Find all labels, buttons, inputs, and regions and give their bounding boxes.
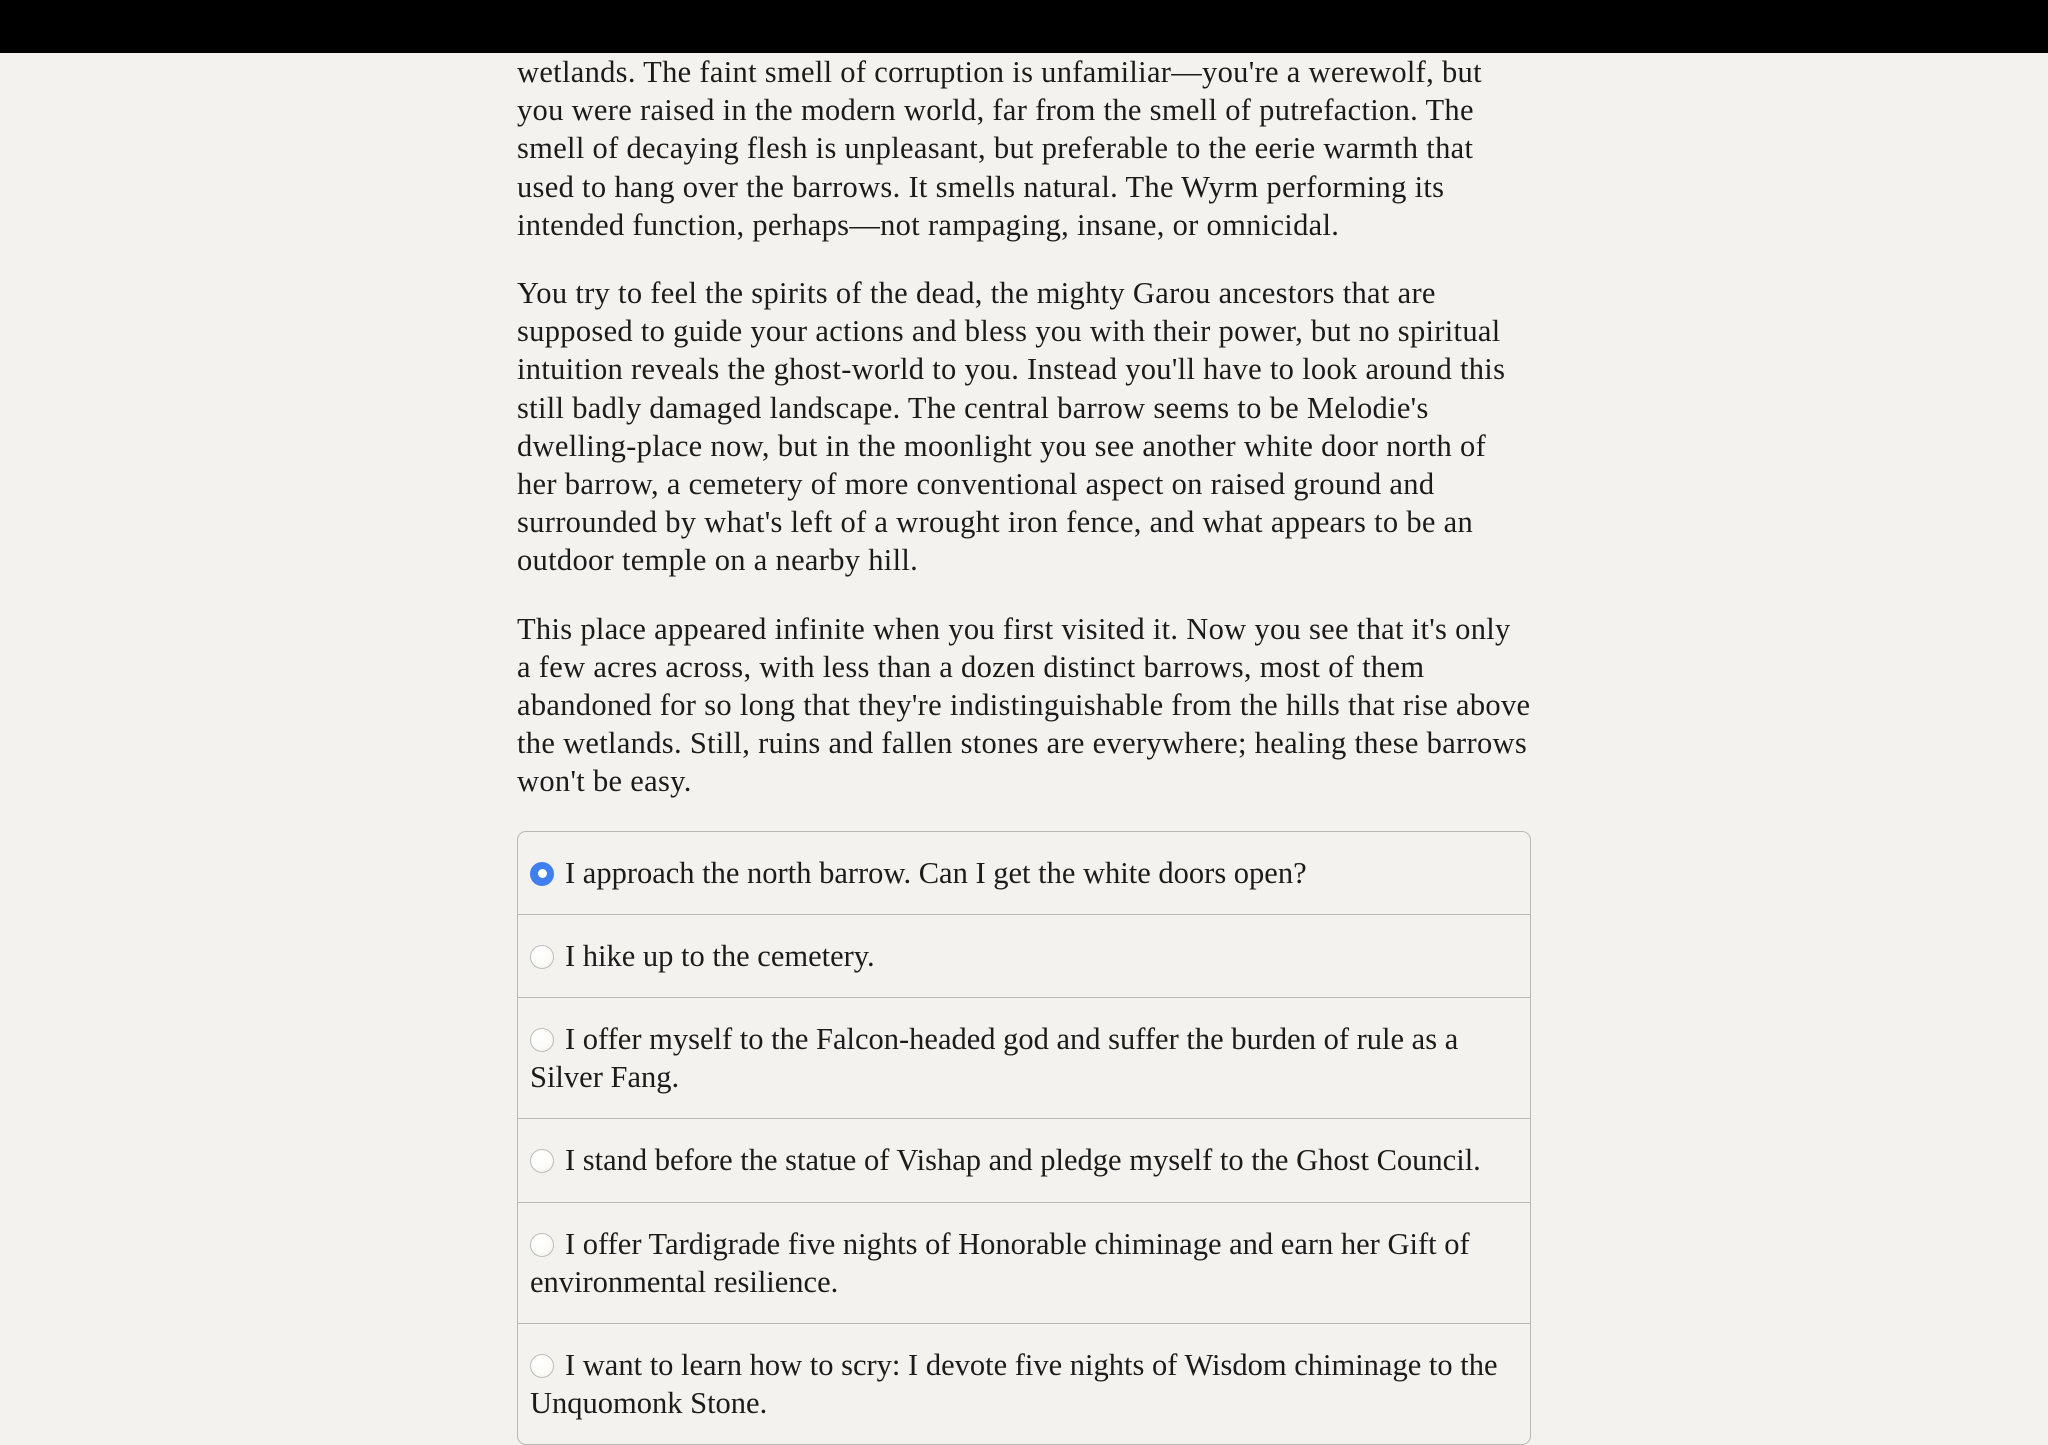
page-scroll-area[interactable]	[0, 53, 2048, 1421]
radio-unselected-icon[interactable]	[530, 1354, 554, 1378]
choice-option-label: I stand before the statue of Vishap and pledge myself to the Ghost Council.	[565, 1143, 1481, 1178]
choice-option-label: I offer Tardigrade five nights of Honorable chiminage and earn her Gift of environmental resilience.	[530, 1226, 1470, 1299]
choice-option-2[interactable]	[518, 915, 1530, 998]
radio-unselected-icon[interactable]	[530, 945, 554, 969]
browser-top-bar	[0, 0, 2048, 53]
radio-unselected-icon[interactable]	[530, 1149, 554, 1173]
choice-option-label: I approach the north barrow. Can I get the white doors open?	[565, 855, 1307, 890]
choice-option-label: I offer myself to the Falcon-headed god and suffer the burden of rule as a Silver Fang.	[530, 1022, 1459, 1095]
choice-option-6[interactable]	[518, 1324, 1530, 1444]
radio-unselected-icon[interactable]	[530, 1028, 554, 1052]
radio-selected-icon[interactable]	[530, 862, 554, 886]
choice-option-5[interactable]	[518, 1203, 1530, 1324]
story-paragraph: This place appeared infinite when you first visited it. Now you see that it's only a few acres across, with less than a dozen distinct barrows, most of them abandoned for so long that they're indistinguishable from the hills that rise above the wetlands. Still, ruins and fallen stones are everywhere; healing these barrows won't be easy.	[517, 611, 1531, 799]
story-paragraph: You try to feel the spirits of the dead, the mighty Garou ancestors that are supposed to guide your actions and bless you with their power, but no spiritual intuition reveals the ghost-world to you. Instead you'll have to look around this still badly damaged landscape. The central barrow seems to be Melodie's dwelling-place now, but in the moonlight you see another white door north of her barrow, a cemetery of more conventional aspect on raised ground and surrounded by what's left of a wrought iron fence, and what appears to be an outdoor temple on a nearby hill.	[517, 276, 1506, 578]
choice-options-list	[517, 831, 1531, 1445]
choice-option-1[interactable]	[518, 832, 1530, 915]
radio-unselected-icon[interactable]	[530, 1233, 554, 1257]
story-column	[517, 53, 1531, 1445]
story-paragraph: wetlands. The faint smell of corruption is unfamiliar—you're a werewolf, but you were raised in the modern world, far from the smell of putrefaction. The smell of decaying flesh is unpleasant, but preferable to the eerie warmth that used to hang over the barrows. It smells natural. The Wyrm performing its intended function, perhaps—not rampaging, insane, or omnicidal.	[517, 55, 1482, 242]
choice-option-label: I want to learn how to scry: I devote five nights of Wisdom chiminage to the Unquomonk Stone.	[530, 1348, 1498, 1421]
choice-option-4[interactable]	[518, 1119, 1530, 1202]
choice-option-label: I hike up to the cemetery.	[565, 938, 875, 973]
choice-option-3[interactable]	[518, 998, 1530, 1119]
